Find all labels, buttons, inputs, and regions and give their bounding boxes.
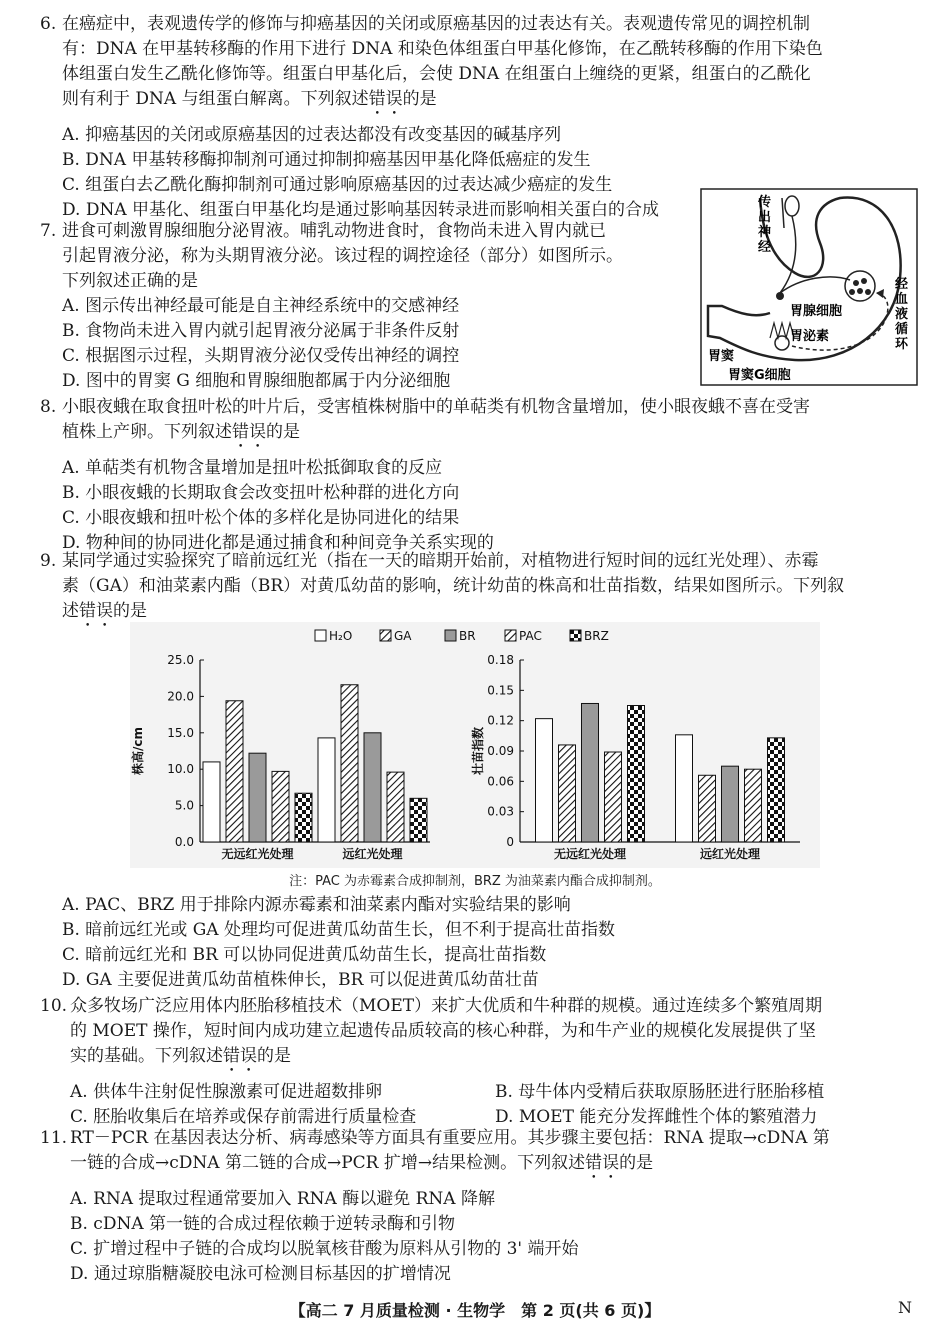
option-b: B. 母牛体内受精后获取原肠胚进行胚胎移植 <box>495 1082 825 1102</box>
nerve-branch <box>780 277 850 293</box>
y-tick-label: 10.0 <box>167 762 194 777</box>
question-9-options <box>40 893 920 993</box>
x-tick-label: 远红光处理 <box>699 847 761 861</box>
bar <box>387 772 404 842</box>
bar <box>582 703 599 842</box>
stem-text: 实的基础。下列叙述 <box>70 1046 223 1066</box>
question-11 <box>40 1126 920 1287</box>
stomach-diagram <box>700 188 918 386</box>
question-8 <box>40 395 920 556</box>
bar <box>536 719 553 842</box>
bar <box>341 685 358 842</box>
stem-text: 的是 <box>113 601 147 621</box>
question-number: 6. <box>40 14 57 34</box>
bar <box>745 769 762 842</box>
synapse-dot <box>776 292 784 300</box>
legend-swatch-1 <box>380 630 391 641</box>
bar <box>226 701 243 842</box>
stem-line <box>40 1151 920 1183</box>
question-9 <box>40 549 920 631</box>
option-d: D. 通过琼脂糖凝胶电泳可检测目标基因的扩增情况 <box>70 1264 451 1284</box>
bar <box>628 706 645 843</box>
stem-text: 述 <box>62 601 79 621</box>
option-a: A. 抑癌基因的关闭或原癌基因的过表达都没有改变基因的碱基序列 <box>62 125 562 145</box>
stem-line: 的 MOET 操作，短时间内成功建立起遗传品质较高的核心种群，为和牛产业的规模化发展提供了坚 <box>70 1021 816 1041</box>
question-7-stem <box>40 219 690 244</box>
footer-mark: N <box>898 1298 912 1317</box>
emphasis-word: 错误 <box>232 422 266 442</box>
option-c: C. 暗前远红光和 BR 可以协同促进黄瓜幼苗生长，提高壮苗指数 <box>62 945 547 965</box>
nerve-cell-body <box>785 196 799 216</box>
bar <box>559 745 576 842</box>
option-b: B. DNA 甲基转移酶抑制剂可通过抑制抑癌基因甲基化降低癌症的发生 <box>62 150 591 170</box>
option-c: C. 小眼夜蛾和扭叶松个体的多样化是协同进化的结果 <box>62 508 460 528</box>
gland-cell <box>857 288 863 294</box>
label-antrum: 胃窦 <box>708 349 735 364</box>
gland-cell <box>849 289 855 295</box>
gland-cell <box>861 278 867 284</box>
y-tick-label: 0.03 <box>487 804 514 819</box>
option-d: D. MOET 能充分发挥雌性个体的繁殖潜力 <box>495 1107 818 1127</box>
stem-line <box>40 87 920 119</box>
option-a: A. PAC、BRZ 用于排除内源赤霉素和油菜素内酯对实验结果的影响 <box>62 895 571 915</box>
stem-line: 下列叙述正确的是 <box>62 271 198 291</box>
question-11-stem <box>40 1126 920 1151</box>
chart-note: 注：PAC 为赤霉素合成抑制剂，BRZ 为油菜素内酯合成抑制剂。 <box>289 874 661 889</box>
label-gastrin: 胃泌素 <box>790 329 830 344</box>
x-tick-label: 无远红光处理 <box>553 847 627 861</box>
legend-swatch-2 <box>445 630 456 641</box>
bar <box>605 752 622 842</box>
stem-line: 进食可刺激胃腺细胞分泌胃液。哺乳动物进食时，食物尚未进入胃内就已 <box>62 221 606 241</box>
option-b: B. 暗前远红光或 GA 处理均可促进黄瓜幼苗生长，但不利于提高壮苗指数 <box>62 920 615 940</box>
bar <box>203 762 220 842</box>
bar <box>272 771 289 842</box>
legend-swatch-3 <box>505 630 516 641</box>
y-tick-label: 25.0 <box>167 653 194 667</box>
question-10 <box>40 994 920 1130</box>
question-number: 11. <box>40 1128 68 1148</box>
option-c: C. 根据图示过程，头期胃液分泌仅受传出神经的调控 <box>62 346 460 366</box>
q9-charts <box>130 622 820 892</box>
stem-text: 的是 <box>266 422 300 442</box>
stem-line: 体组蛋白发生乙酰化修饰等。组蛋白甲基化后，会使 DNA 在组蛋白上缠绕的更紧，组蛋白的乙酰化 <box>62 64 811 84</box>
y-tick-label: 5.0 <box>174 798 194 813</box>
option-a: A. RNA 提取过程通常要加入 RNA 酶以避免 RNA 降解 <box>70 1189 495 1209</box>
stem-line: 小眼夜蛾在取食扭叶松的叶片后，受害植株树脂中的单萜类有机物含量增加，使小眼夜蛾不喜在受害 <box>62 397 810 417</box>
option-a: A. 单萜类有机物含量增加是扭叶松抵御取食的反应 <box>62 458 443 478</box>
stem-line: 众多牧场广泛应用体内胚胎移植技术（MOET）来扩大优质和牛种群的规模。通过连续多个繁殖周期 <box>70 996 823 1016</box>
stem-line: 有：DNA 在甲基转移酶的作用下进行 DNA 和染色体组蛋白甲基化修饰，在乙酰转移酶的作用下染色 <box>62 39 823 59</box>
option-d: D. DNA 甲基化、组蛋白甲基化均是通过影响基因转录进而影响相关蛋白的合成 <box>62 200 660 220</box>
stem-text: 植株上产卵。下列叙述 <box>62 422 232 442</box>
option-row <box>40 1080 920 1105</box>
legend-label: GA <box>394 629 412 643</box>
y-axis-label: 株高/cm <box>131 726 145 776</box>
question-number: 10. <box>40 996 68 1016</box>
y-tick-label: 0.0 <box>174 835 194 849</box>
page-footer <box>0 1298 950 1321</box>
y-tick-label: 0.18 <box>487 653 514 667</box>
option-d: D. 图中的胃窦 G 细胞和胃腺细胞都属于内分泌细胞 <box>62 371 451 391</box>
y-tick-label: 0.12 <box>487 713 514 728</box>
y-tick-label: 15.0 <box>167 725 194 740</box>
option-a: A. 图示传出神经最可能是自主神经系统中的交感神经 <box>62 296 460 316</box>
question-10-stem <box>40 994 920 1019</box>
option-c: C. 扩增过程中子链的合成均以脱氧核苷酸为原料从引物的 3' 端开始 <box>70 1239 579 1259</box>
question-7 <box>40 219 690 394</box>
esophagus-line <box>782 198 784 228</box>
question-number: 8. <box>40 397 57 417</box>
emphasis-word: 错误 <box>368 89 403 109</box>
option-b: B. 小眼夜蛾的长期取食会改变扭叶松种群的进化方向 <box>62 483 460 503</box>
x-tick-label: 远红光处理 <box>342 847 403 861</box>
arrow-head <box>876 289 884 298</box>
option-d: D. 物种间的协同进化都是通过捕食和种间竞争关系实现的 <box>62 533 494 553</box>
y-tick-label: 0.15 <box>487 683 514 698</box>
option-d: D. GA 主要促进黄瓜幼苗植株伸长，BR 可以促进黄瓜幼苗壮苗 <box>62 970 539 990</box>
bar <box>768 738 785 842</box>
bar <box>699 775 716 842</box>
label-gland-cell: 胃腺细胞 <box>790 304 843 319</box>
stem-line: RT－PCR 在基因表达分析、病毒感染等方面具有重要应用。其步骤主要包括：RNA 提取→cDNA 第 <box>70 1128 830 1148</box>
y-tick-label: 0.09 <box>487 744 514 758</box>
x-tick-label: 无远红光处理 <box>221 847 294 861</box>
legend-label: BR <box>459 629 476 643</box>
stem-text: 的是 <box>619 1153 654 1173</box>
stem-line: 素（GA）和油菜素内酯（BR）对黄瓜幼苗的影响，统计幼苗的株高和壮苗指数，结果如图所示。下列叙 <box>62 576 845 596</box>
bar <box>364 733 381 842</box>
label-blood: 经血液循环 <box>895 277 909 352</box>
emphasis-word: 错误 <box>223 1046 257 1066</box>
legend-label: PAC <box>519 629 542 643</box>
label-g-cell: 胃窦G细胞 <box>728 368 791 383</box>
bar <box>295 793 312 842</box>
stem-line: 引起胃液分泌，称为头期胃液分泌。该过程的调控途径（部分）如图所示。 <box>62 246 623 266</box>
stem-line <box>40 1044 920 1076</box>
stem-line: 在癌症中，表观遗传学的修饰与抑癌基因的关闭或原癌基因的过表达有关。表观遗传常见的调控机制 <box>62 14 810 34</box>
legend-swatch-4 <box>570 630 581 641</box>
option-c: C. 组蛋白去乙酰化酶抑制剂可通过影响原癌基因的过表达减少癌症的发生 <box>62 175 613 195</box>
legend-label: H₂O <box>329 629 353 643</box>
stem-line: 某同学通过实验探究了暗前远红光（指在一天的暗期开始前，对植物进行短时间的远红光处理）、赤霉 <box>62 551 819 571</box>
question-6-stem <box>40 12 920 37</box>
bar <box>249 753 266 842</box>
emphasis-word: 错误 <box>585 1153 620 1173</box>
option-b: B. 食物尚未进入胃内就引起胃液分泌属于非条件反射 <box>62 321 460 341</box>
question-8-stem <box>40 395 920 420</box>
y-axis-label: 壮苗指数 <box>471 726 485 776</box>
y-tick-label: 0.06 <box>487 774 514 789</box>
g-cell <box>775 336 789 350</box>
y-tick-label: 0 <box>506 835 514 849</box>
option-b: B. cDNA 第一链的合成过程依赖于逆转录酶和引物 <box>70 1214 456 1234</box>
question-number: 7. <box>40 221 57 241</box>
option-a: A. 供体牛注射促性腺激素可促进超数排卵 <box>70 1082 383 1102</box>
footer-text: 【高二 7 月质量检测 · 生物学 第 2 页(共 6 页)】 <box>289 1301 661 1320</box>
stem-text: 的是 <box>402 89 437 109</box>
legend-swatch-0 <box>315 630 326 641</box>
question-9-stem <box>40 549 920 574</box>
bar <box>410 798 427 842</box>
gland-cell <box>865 289 871 295</box>
bar <box>722 766 739 842</box>
legend-label: BRZ <box>584 629 609 643</box>
gland-cell <box>853 280 859 286</box>
label-nerve: 传出神经 <box>758 195 772 255</box>
stem-line <box>40 420 920 452</box>
stem-text: 则有利于 DNA 与组蛋白解离。下列叙述 <box>62 89 369 109</box>
emphasis-word: 错误 <box>79 601 113 621</box>
stem-text: 的是 <box>257 1046 291 1066</box>
bar <box>318 738 335 842</box>
gastric-gland <box>845 271 875 301</box>
question-number: 9. <box>40 551 57 571</box>
stem-text: 一链的合成→cDNA 第二链的合成→PCR 扩增→结果检测。下列叙述 <box>70 1153 586 1173</box>
nerve-fiber <box>780 216 796 293</box>
bar <box>676 735 693 842</box>
y-tick-label: 20.0 <box>167 689 194 704</box>
option-c: C. 胚胎收集后在培养或保存前需进行质量检查 <box>70 1107 417 1127</box>
